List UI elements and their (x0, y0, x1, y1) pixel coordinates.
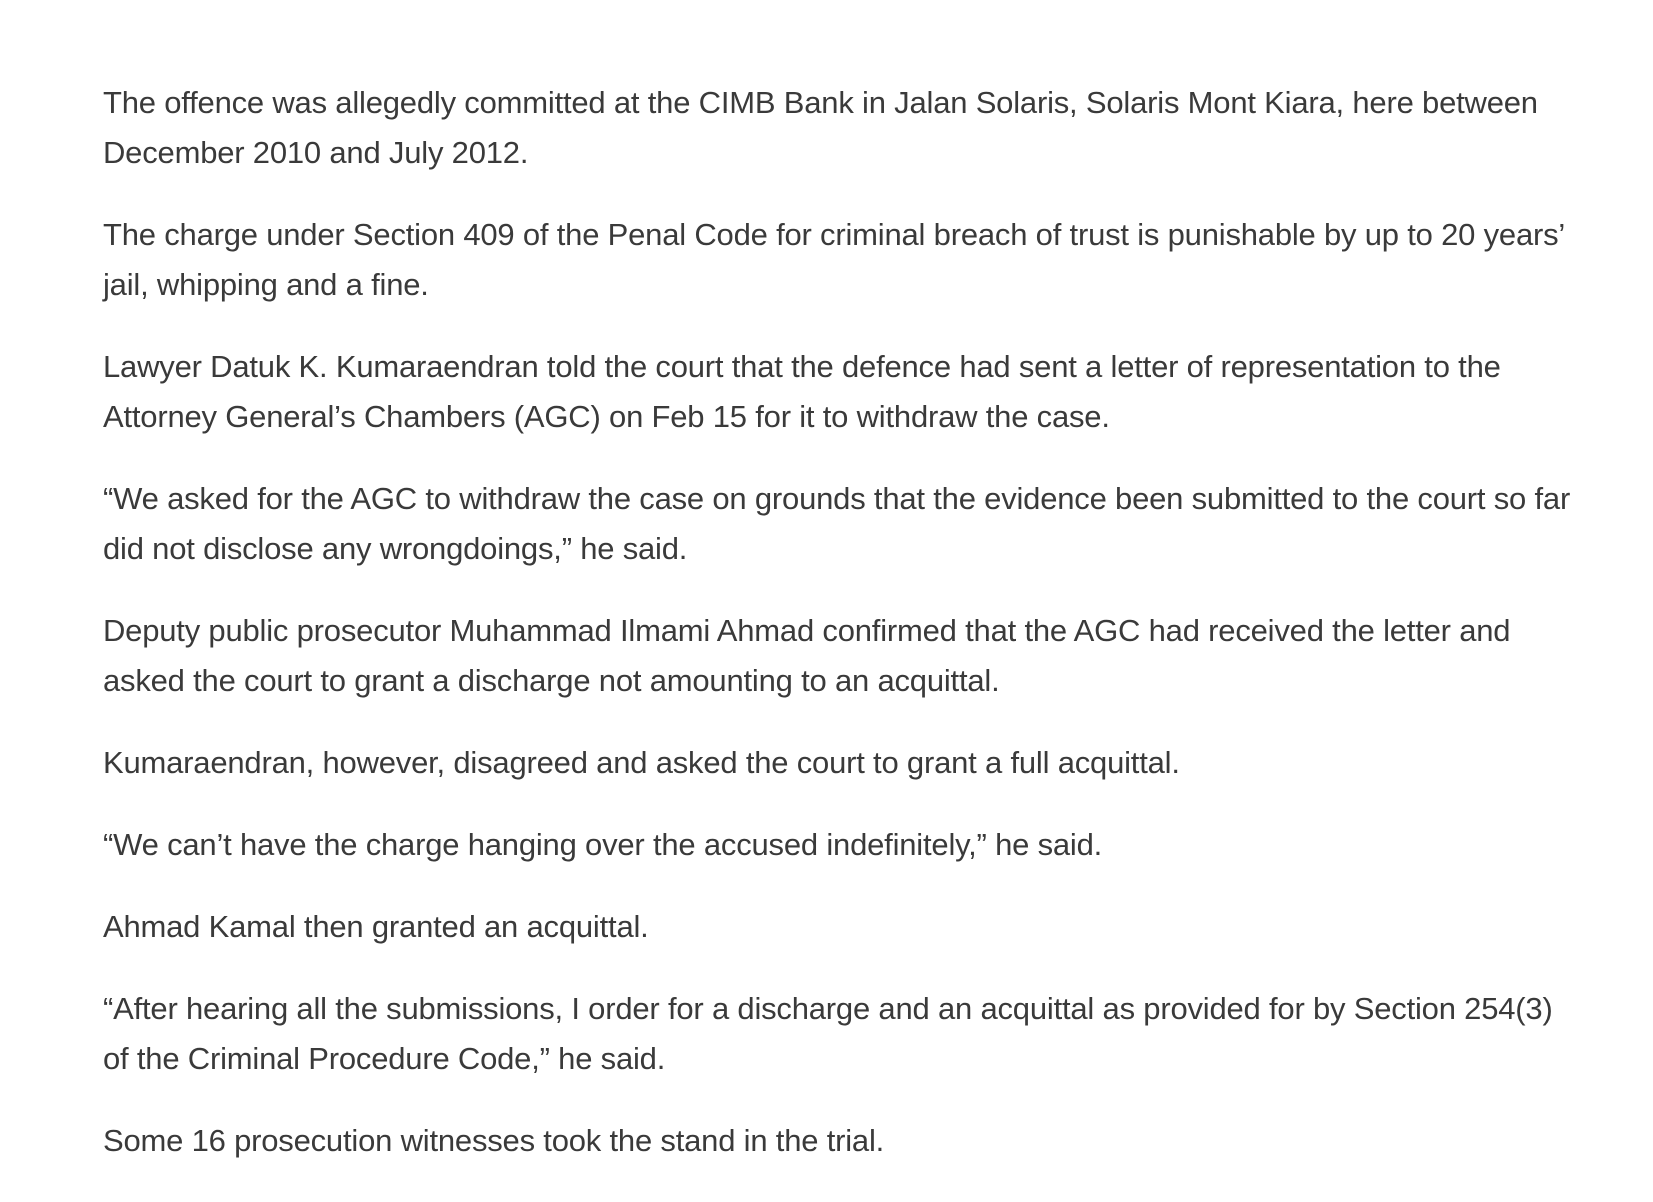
article-paragraph-location: The offence was allegedly committed at the CIMB Bank in Jalan Solaris, Solaris Mont Kiara, here between December 2010 and July 2012. (103, 85, 1538, 170)
article-paragraph-witnesses: Some 16 prosecution witnesses took the stand in the trial. (103, 1123, 885, 1158)
article-body (103, 78, 1573, 1198)
article-paragraph-charge: The charge under Section 409 of the Penal Code for criminal breach of trust is punishable by up to 20 years’ jail, whipping and a fine. (103, 217, 1564, 302)
article-paragraph-quote-withdraw: “We asked for the AGC to withdraw the case on grounds that the evidence been submitted to the court so far did not disclose any wrongdoings,” he said. (103, 481, 1571, 566)
article-paragraph-acquittal: Ahmad Kamal then granted an acquittal. (103, 909, 649, 944)
article-paragraph-quote-charge: “We can’t have the charge hanging over the accused indefinitely,” he said. (103, 827, 1103, 862)
article-paragraph-prosecutor: Deputy public prosecutor Muhammad Ilmami Ahmad confirmed that the AGC had received the letter and asked the court to grant a discharge not amounting to an acquittal. (103, 613, 1511, 698)
article-paragraph-lawyer: Lawyer Datuk K. Kumaraendran told the court that the defence had sent a letter of representation to the Attorney General’s Chambers (AGC) on Feb 15 for it to withdraw the case. (103, 349, 1501, 434)
article-paragraph-quote-judge: “After hearing all the submissions, I order for a discharge and an acquittal as provided for by Section 254(3) of the Criminal Procedure Code,” he said. (103, 991, 1553, 1076)
article-paragraph-disagreement: Kumaraendran, however, disagreed and asked the court to grant a full acquittal. (103, 745, 1180, 780)
